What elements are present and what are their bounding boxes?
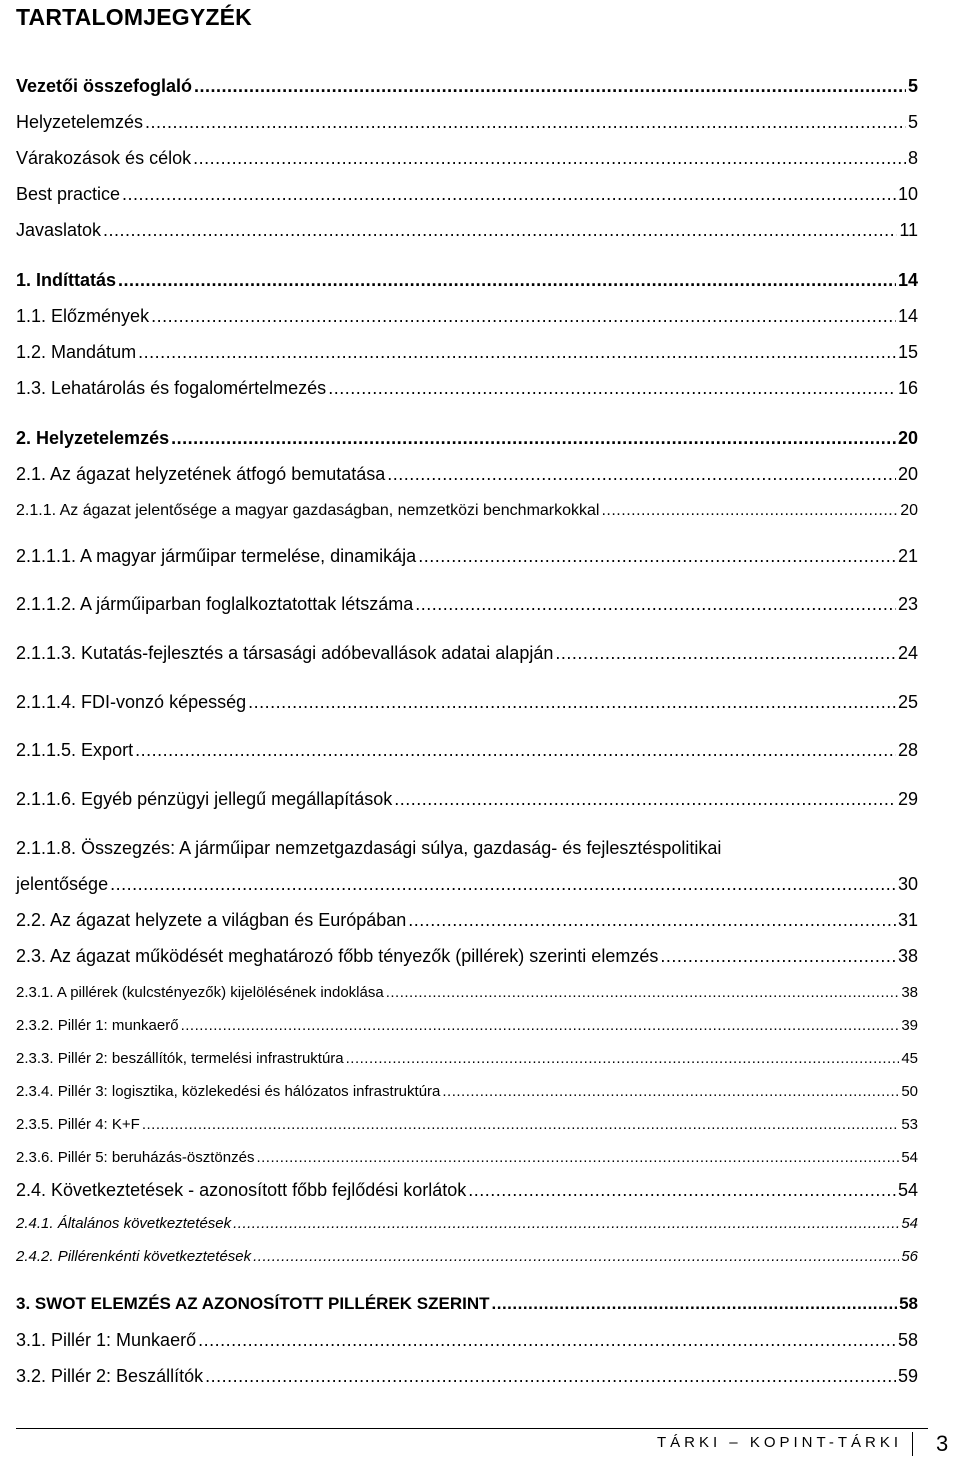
toc-entry-text: Várakozások és célok <box>16 148 192 168</box>
toc-entry-text: 2.1.1.5. Export <box>16 740 134 760</box>
toc-entry[interactable] <box>16 984 918 1001</box>
toc-entry-page: 21 <box>897 546 918 566</box>
toc-entry-text: 3. SWOT ELEMZÉS AZ AZONOSÍTOTT PILLÉREK SZERINT <box>16 1294 490 1313</box>
toc-entry-page: 29 <box>897 789 918 809</box>
toc-entry[interactable] <box>16 184 918 205</box>
toc-dot-leader <box>394 789 896 810</box>
toc-entry[interactable] <box>16 270 918 291</box>
page-title: TARTALOMJEGYZÉK <box>16 4 252 30</box>
toc-entry-text: 2.3. Az ágazat működését meghatározó főbb tényezők (pillérek) szerinti elemzés <box>16 946 659 966</box>
toc-entry-page: 59 <box>897 1366 918 1386</box>
toc-entry[interactable] <box>16 789 918 810</box>
toc-entry-page: 14 <box>897 270 918 290</box>
toc-entry[interactable] <box>16 1294 918 1314</box>
footer-separator <box>912 1432 913 1456</box>
toc-dot-leader <box>138 342 896 363</box>
toc-dot-leader <box>387 464 896 485</box>
toc-entry-text: Helyzetelemzés <box>16 112 144 132</box>
toc-entry[interactable] <box>16 692 918 713</box>
toc-entry[interactable] <box>16 946 918 967</box>
toc-entry[interactable] <box>16 546 918 567</box>
toc-entry[interactable] <box>16 464 918 485</box>
toc-entry-page: 16 <box>897 378 918 398</box>
toc-entry-text: Javaslatok <box>16 220 102 240</box>
toc-entry-page: 54 <box>901 1215 918 1232</box>
toc-entry-page: 25 <box>897 692 918 712</box>
toc-entry-page: 20 <box>897 428 918 448</box>
toc-dot-leader <box>256 1149 899 1166</box>
toc-entry-page: 58 <box>897 1330 918 1350</box>
toc-entry-page: 50 <box>901 1083 918 1100</box>
toc-dot-leader <box>142 1116 900 1133</box>
toc-entry-page: 5 <box>907 112 918 132</box>
toc-entry[interactable] <box>16 428 918 449</box>
toc-dot-leader <box>248 692 896 713</box>
toc-entry-page: 20 <box>897 464 918 484</box>
toc-entry-text: Best practice <box>16 184 121 204</box>
toc-dot-leader <box>118 270 896 291</box>
toc-entry-page: 31 <box>897 910 918 930</box>
toc-dot-leader <box>328 378 896 399</box>
toc-entry-text: 3.2. Pillér 2: Beszállítók <box>16 1366 204 1386</box>
toc-entry-text: 2.3.2. Pillér 1: munkaerő <box>16 1017 179 1034</box>
toc-entry-page: 54 <box>897 1180 918 1200</box>
toc-entry-page: 8 <box>907 148 918 168</box>
toc-entry-text: 2.3.1. A pillérek (kulcstényezők) kijelölésének indoklása <box>16 984 384 1001</box>
toc-dot-leader <box>193 148 906 169</box>
toc-entry[interactable] <box>16 1215 918 1232</box>
toc-entry[interactable] <box>16 643 918 664</box>
toc-dot-leader <box>386 984 900 1001</box>
toc-entry-text: 2.1.1.2. A járműiparban foglalkoztatottak létszáma <box>16 594 414 614</box>
toc-dot-leader <box>103 220 897 241</box>
toc-dot-leader <box>555 643 896 664</box>
toc-entry-page: 38 <box>901 984 918 1001</box>
toc-dot-leader <box>346 1050 900 1067</box>
footer-publisher: TÁRKI – KOPINT-TÁRKI <box>656 1434 902 1451</box>
toc-entry-page: 58 <box>899 1294 918 1313</box>
toc-entry-text: 2.1.1. Az ágazat jelentősége a magyar gazdaságban, nemzetközi benchmarkokkal <box>16 502 600 519</box>
toc-entry[interactable] <box>16 306 918 327</box>
toc-dot-leader <box>233 1215 899 1232</box>
toc-entry-page: 23 <box>897 594 918 614</box>
toc-entry-page: 15 <box>897 342 918 362</box>
toc-entry[interactable] <box>16 1330 918 1351</box>
toc-dot-leader <box>145 112 906 133</box>
toc-dot-leader <box>418 546 896 567</box>
toc-entry-page: 5 <box>907 76 918 96</box>
toc-entry-text: 1.1. Előzmények <box>16 306 150 326</box>
toc-entry[interactable] <box>16 378 918 399</box>
toc-dot-leader <box>660 946 896 967</box>
toc-entry-text: 2.3.6. Pillér 5: beruházás-ösztönzés <box>16 1149 255 1166</box>
toc-entry-page: 30 <box>897 874 918 894</box>
toc-entry[interactable] <box>16 874 918 895</box>
toc-entry[interactable] <box>16 220 918 241</box>
toc-entry-text: Vezetői összefoglaló <box>16 76 193 96</box>
toc-dot-leader <box>468 1180 896 1201</box>
toc-entry[interactable] <box>16 112 918 133</box>
toc-entry-page: 10 <box>897 184 918 204</box>
toc-entry-page: 38 <box>897 946 918 966</box>
toc-entry-text: 2. Helyzetelemzés <box>16 428 170 448</box>
toc-entry[interactable] <box>16 594 918 615</box>
toc-dot-leader <box>110 874 896 895</box>
toc-entry-page: 28 <box>897 740 918 760</box>
toc-entry[interactable] <box>16 76 918 97</box>
toc-entry[interactable] <box>16 502 918 520</box>
toc-entry-text: 2.2. Az ágazat helyzete a világban és Európában <box>16 910 407 930</box>
toc-entry[interactable] <box>16 740 918 761</box>
toc-dot-leader <box>135 740 896 761</box>
toc-dot-leader <box>151 306 896 327</box>
toc-dot-leader <box>171 428 896 449</box>
toc-entry-page: 11 <box>899 220 918 240</box>
toc-dot-leader <box>408 910 896 931</box>
toc-entry[interactable] <box>16 148 918 169</box>
toc-dot-leader <box>122 184 896 205</box>
toc-entry-page: 39 <box>901 1017 918 1034</box>
toc-entry-page: 56 <box>901 1248 918 1265</box>
toc-dot-leader <box>198 1330 896 1351</box>
toc-entry-page: 45 <box>901 1050 918 1067</box>
toc-entry-text: 2.4. Következtetések - azonosított főbb fejlődési korlátok <box>16 1180 467 1200</box>
toc-entry[interactable] <box>16 1149 918 1166</box>
toc-dot-leader <box>253 1248 899 1265</box>
toc-entry-text: 2.3.5. Pillér 4: K+F <box>16 1116 140 1133</box>
toc-entry-text: jelentősége <box>16 874 109 894</box>
toc-entry[interactable] <box>16 910 918 931</box>
toc-entry-page: 24 <box>897 643 918 663</box>
toc-dot-leader <box>492 1294 898 1314</box>
toc-dot-leader <box>205 1366 896 1387</box>
toc-entry-text: 1. Indíttatás <box>16 270 117 290</box>
footer-divider <box>16 1428 928 1429</box>
toc-dot-leader <box>601 502 898 520</box>
toc-entry-text: 2.4.2. Pillérenkénti következtetések <box>16 1248 252 1265</box>
toc-entry-text: 1.3. Lehatárolás és fogalomértelmezés <box>16 378 327 398</box>
toc-entry-text: 2.1.1.1. A magyar járműipar termelése, dinamikája <box>16 546 417 566</box>
toc-entry-page: 20 <box>900 502 918 519</box>
toc-entry-wrapped-line: 2.1.1.8. Összegzés: A járműipar nemzetgazdasági súlya, gazdaság- és fejlesztéspolitikai <box>16 838 722 858</box>
toc-entry-text: 2.1.1.4. FDI-vonzó képesség <box>16 692 247 712</box>
toc-entry-text: 2.3.3. Pillér 2: beszállítók, termelési infrastruktúra <box>16 1050 344 1067</box>
toc-entry[interactable] <box>16 1083 918 1100</box>
toc-entry[interactable] <box>16 1366 918 1387</box>
toc-entry-page: 54 <box>901 1149 918 1166</box>
toc-entry-page: 14 <box>897 306 918 326</box>
toc-entry-text: 3.1. Pillér 1: Munkaerő <box>16 1330 197 1350</box>
toc-entry[interactable] <box>16 1116 918 1133</box>
toc-entry[interactable] <box>16 1248 918 1265</box>
toc-entry-text: 2.4.1. Általános következtetések <box>16 1215 232 1232</box>
toc-entry-text: 2.1.1.3. Kutatás-fejlesztés a társasági adóbevallások adatai alapján <box>16 643 554 663</box>
toc-entry-text: 2.3.4. Pillér 3: logisztika, közlekedési és hálózatos infrastruktúra <box>16 1083 441 1100</box>
toc-dot-leader <box>415 594 896 615</box>
toc-entry-text: 1.2. Mandátum <box>16 342 137 362</box>
toc-entry[interactable] <box>16 1050 918 1067</box>
toc-dot-leader <box>442 1083 899 1100</box>
page-number: 3 <box>936 1431 949 1456</box>
toc-entry-text: 2.1. Az ágazat helyzetének átfogó bemutatása <box>16 464 386 484</box>
toc-dot-leader <box>194 76 906 97</box>
toc-dot-leader <box>181 1017 900 1034</box>
toc-entry[interactable] <box>16 1180 918 1201</box>
toc-entry[interactable] <box>16 342 918 363</box>
toc-entry-text: 2.1.1.6. Egyéb pénzügyi jellegű megállapítások <box>16 789 393 809</box>
toc-entry-page: 53 <box>901 1116 918 1133</box>
toc-entry[interactable] <box>16 1017 918 1034</box>
